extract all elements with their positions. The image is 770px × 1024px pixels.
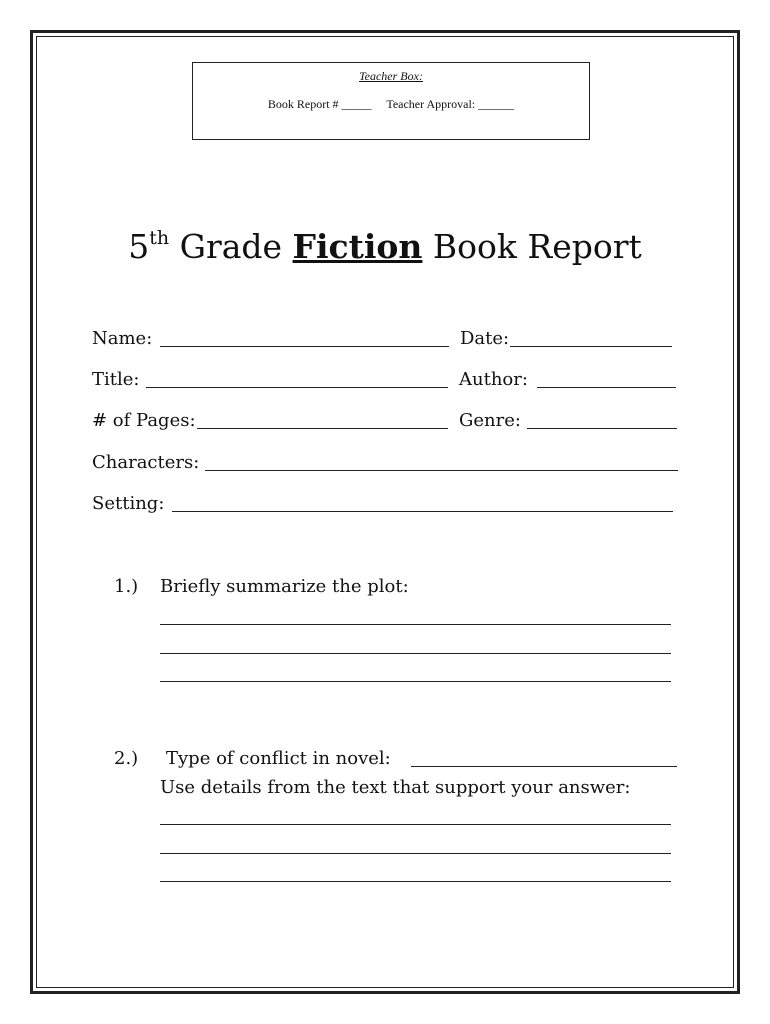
page-title	[0, 220, 770, 267]
title-book-report: Book Report	[432, 227, 642, 266]
title-grade-suffix: th	[149, 227, 170, 249]
pages-field[interactable]	[197, 428, 448, 429]
pages-label: # of Pages:	[92, 410, 196, 431]
teacher-box-row	[193, 97, 589, 112]
setting-field[interactable]	[172, 511, 673, 512]
conflict-field[interactable]	[411, 766, 677, 767]
answer-1-line[interactable]	[160, 681, 671, 682]
question-2-text: Type of conflict in novel:	[166, 748, 391, 769]
answer-1-line[interactable]	[160, 624, 671, 625]
characters-label: Characters:	[92, 452, 200, 473]
book-report-number-label[interactable]: Book Report # _____	[267, 97, 372, 111]
title-grade-number: 5	[128, 227, 150, 266]
answer-1-line[interactable]	[160, 653, 671, 654]
question-2-subtext: Use details from the text that support your answer:	[160, 777, 631, 798]
title-grade-word: Grade	[179, 227, 283, 266]
answer-2-line[interactable]	[160, 853, 671, 854]
genre-field[interactable]	[527, 428, 677, 429]
characters-field[interactable]	[205, 470, 678, 471]
answer-2-line[interactable]	[160, 824, 671, 825]
date-field[interactable]	[510, 346, 672, 347]
name-label: Name:	[92, 328, 153, 349]
date-label: Date:	[460, 328, 510, 349]
teacher-box	[192, 62, 590, 140]
title-fiction: Fiction	[292, 227, 423, 266]
name-field[interactable]	[160, 346, 449, 347]
teacher-box-title: Teacher Box:	[359, 69, 423, 83]
teacher-approval-label[interactable]: Teacher Approval: ______	[386, 97, 515, 111]
setting-label: Setting:	[92, 493, 165, 514]
author-field[interactable]	[537, 387, 676, 388]
author-label: Author:	[459, 369, 528, 390]
question-1-number: 1.)	[114, 576, 139, 597]
question-1-text: Briefly summarize the plot:	[160, 576, 409, 597]
answer-2-line[interactable]	[160, 881, 671, 882]
genre-label: Genre:	[459, 410, 521, 431]
question-2-number: 2.)	[114, 748, 139, 769]
title-field[interactable]	[146, 387, 448, 388]
title-label: Title:	[92, 369, 140, 390]
